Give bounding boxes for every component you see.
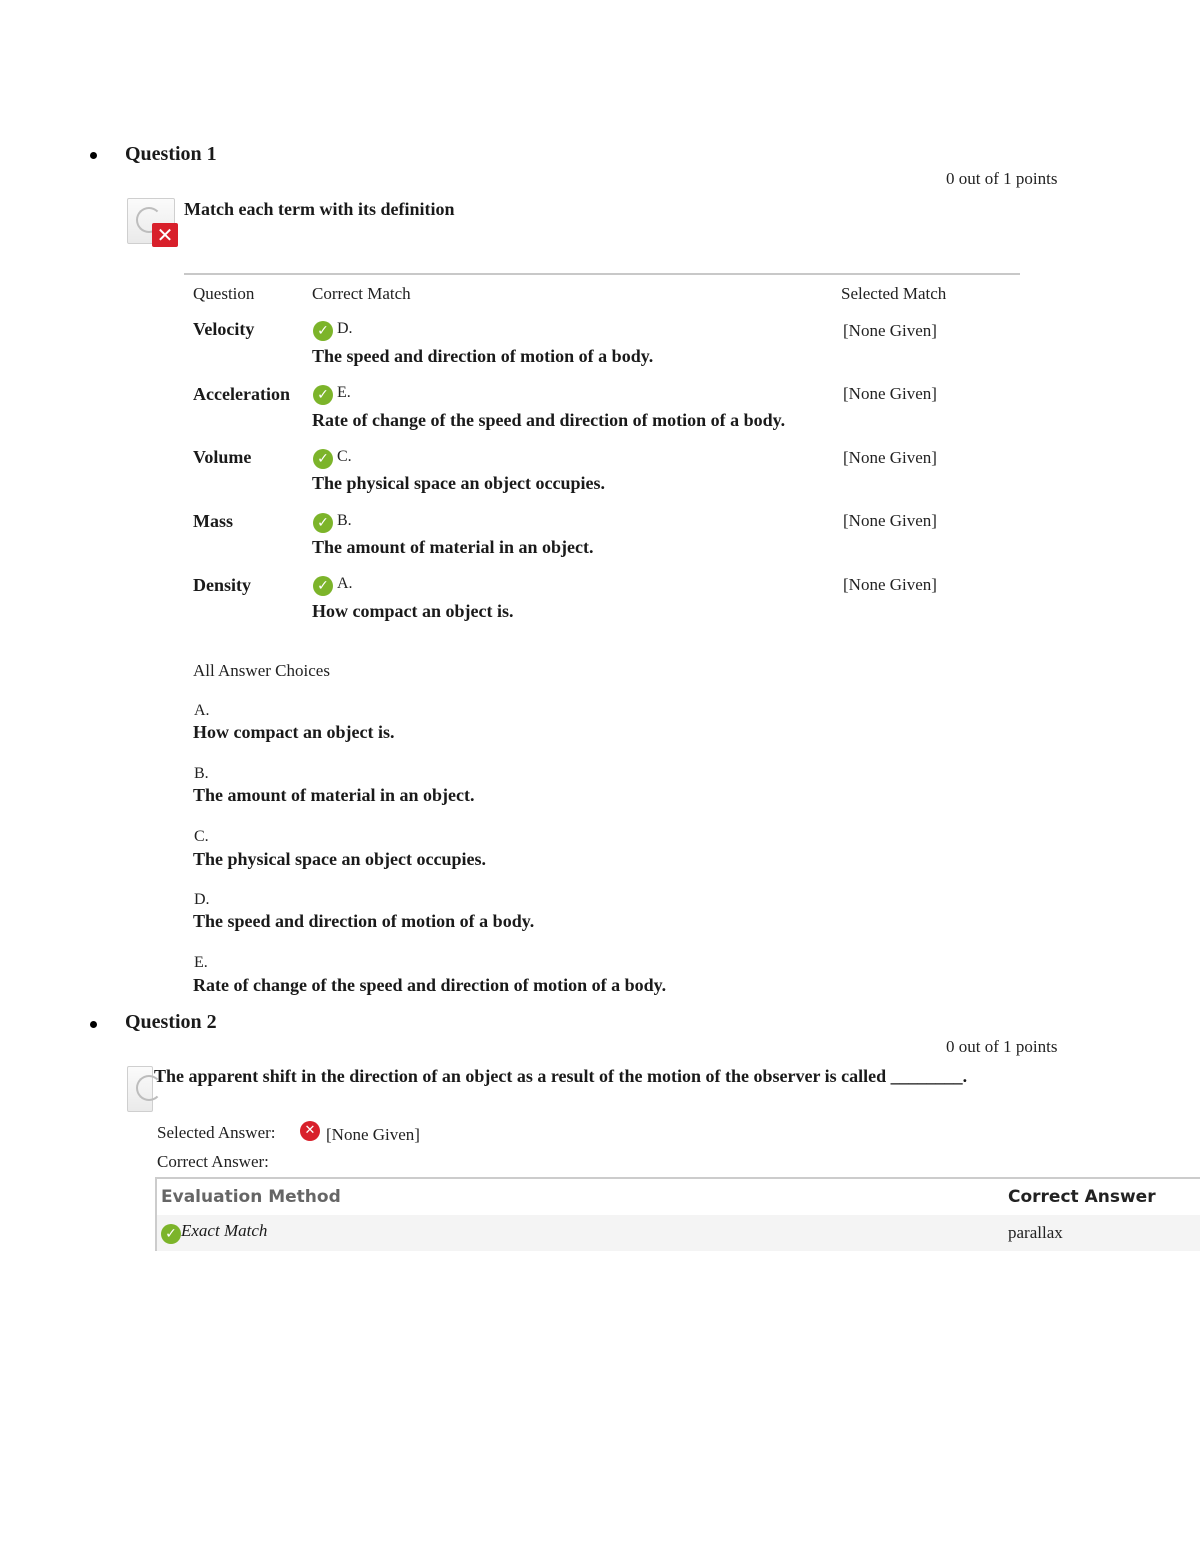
match-selected: [None Given] bbox=[843, 321, 937, 340]
match-definition: Rate of change of the speed and direction of motion of a body. bbox=[312, 410, 786, 430]
question-1-title: Question 1 bbox=[125, 143, 217, 165]
match-definition: The amount of material in an object. bbox=[312, 537, 594, 557]
choice-letter: A. bbox=[194, 702, 210, 719]
header-correct-match: Correct Match bbox=[312, 284, 411, 303]
match-selected: [None Given] bbox=[843, 575, 937, 594]
correct-check-icon: ✓ bbox=[313, 385, 333, 405]
incorrect-x-icon: ✕ bbox=[152, 223, 178, 247]
bullet bbox=[90, 1021, 97, 1028]
question-2-points: 0 out of 1 points bbox=[946, 1037, 1058, 1056]
match-correct: ✓ D. bbox=[313, 320, 353, 341]
match-definition: The physical space an object occupies. bbox=[312, 473, 606, 493]
choice-text: The amount of material in an object. bbox=[193, 785, 475, 805]
choice-letter: E. bbox=[194, 954, 208, 971]
question-1-text: Match each term with its definition bbox=[184, 199, 455, 219]
match-correct: ✓ E. bbox=[313, 384, 351, 405]
incorrect-circle-icon: ✕ bbox=[300, 1121, 320, 1141]
choice-text: The speed and direction of motion of a body. bbox=[193, 911, 535, 931]
eval-method-cell: ✓ Exact Match bbox=[161, 1221, 267, 1244]
match-correct: ✓ A. bbox=[313, 575, 353, 596]
evaluation-table bbox=[155, 1177, 1200, 1251]
all-answer-choices-label: All Answer Choices bbox=[193, 661, 330, 680]
choice-text: Rate of change of the speed and direction of motion of a body. bbox=[193, 975, 667, 995]
match-definition: The speed and direction of motion of a body. bbox=[312, 346, 654, 366]
correct-check-icon: ✓ bbox=[313, 513, 333, 533]
match-term: Velocity bbox=[193, 319, 255, 339]
choice-text: How compact an object is. bbox=[193, 722, 395, 742]
eval-header-method: Evaluation Method bbox=[161, 1187, 341, 1207]
header-question: Question bbox=[193, 284, 255, 303]
question-2-title: Question 2 bbox=[125, 1011, 217, 1033]
match-term: Acceleration bbox=[193, 384, 290, 404]
correct-check-icon: ✓ bbox=[313, 321, 333, 341]
question-1-points: 0 out of 1 points bbox=[946, 169, 1058, 188]
match-selected: [None Given] bbox=[843, 448, 937, 467]
header-selected-match: Selected Match bbox=[841, 284, 947, 303]
choice-text: The physical space an object occupies. bbox=[193, 849, 487, 869]
correct-check-icon: ✓ bbox=[313, 576, 333, 596]
match-term: Density bbox=[193, 575, 251, 595]
choice-letter: C. bbox=[194, 828, 209, 845]
table-row bbox=[157, 1215, 1200, 1251]
question-doc-icon bbox=[127, 1066, 153, 1112]
selected-answer-label: Selected Answer: bbox=[157, 1123, 276, 1142]
match-definition: How compact an object is. bbox=[312, 601, 514, 621]
correct-check-icon: ✓ bbox=[161, 1224, 181, 1244]
question-2-text: The apparent shift in the direction of an object as a result of the motion of the observer is called ________. bbox=[154, 1066, 968, 1086]
divider bbox=[184, 273, 1020, 275]
match-selected: [None Given] bbox=[843, 511, 937, 530]
match-term: Mass bbox=[193, 511, 233, 531]
choice-letter: B. bbox=[194, 765, 209, 782]
match-correct: ✓ C. bbox=[313, 448, 352, 469]
selected-answer-value: [None Given] bbox=[326, 1125, 420, 1144]
correct-answer-label: Correct Answer: bbox=[157, 1152, 269, 1171]
eval-answer-cell: parallax bbox=[1008, 1223, 1063, 1242]
match-selected: [None Given] bbox=[843, 384, 937, 403]
choice-letter: D. bbox=[194, 891, 210, 908]
match-term: Volume bbox=[193, 447, 252, 467]
eval-header-answer: Correct Answer bbox=[1008, 1187, 1156, 1207]
correct-check-icon: ✓ bbox=[313, 449, 333, 469]
match-correct: ✓ B. bbox=[313, 512, 352, 533]
bullet bbox=[90, 152, 97, 159]
